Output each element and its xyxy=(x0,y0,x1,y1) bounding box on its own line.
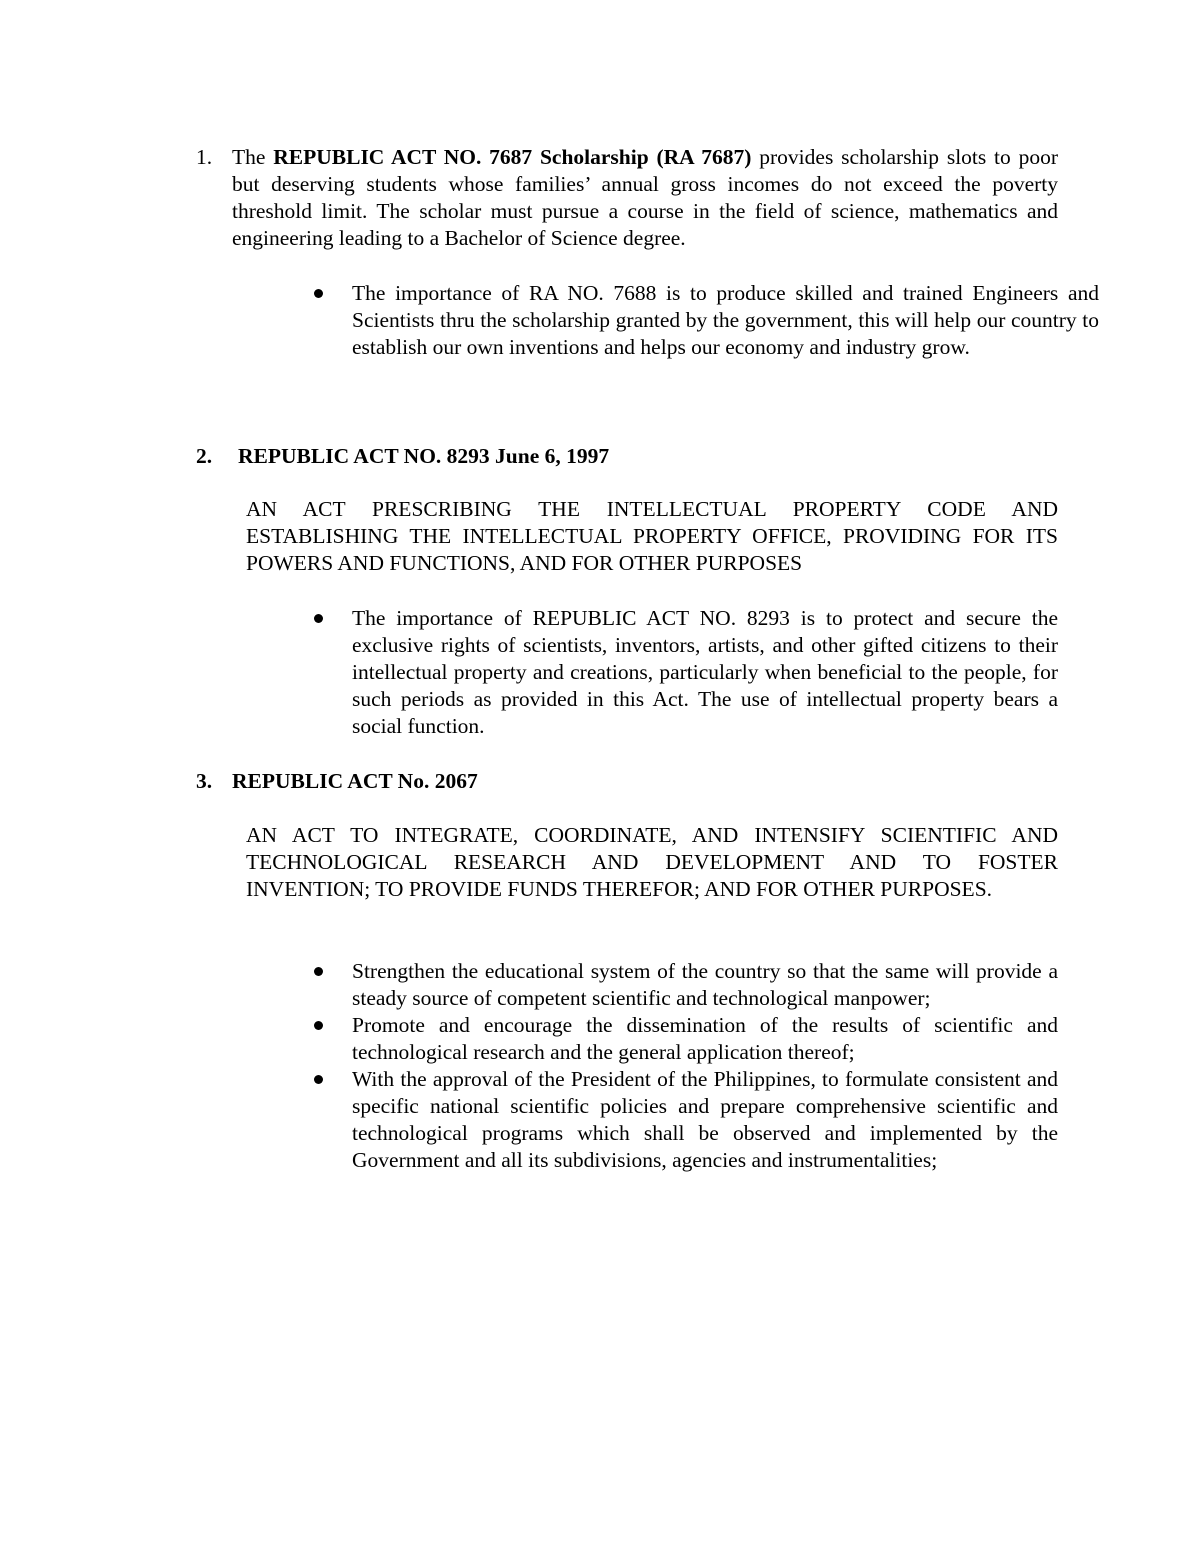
bullet-text: The importance of RA NO. 7688 is to produce skilled and trained Engineers and Scientists thru the scholarship granted by the government, this will help our country to establish our own inventions and helps our economy and industry grow. xyxy=(352,281,1099,359)
act-title: AN ACT PRESCRIBING THE INTELLECTUAL PROPERTY CODE AND ESTABLISHING THE INTELLECTUAL PROPERTY OFFICE, PROVIDING FOR ITS POWERS AND FUNCTIONS, AND FOR OTHER PURPOSES xyxy=(246,497,1058,575)
bullet-text: With the approval of the President of the Philippines, to formulate consistent and specific national scientific policies and prepare comprehensive scientific and technological programs which shall be observed and implemented by the Government and all its subdivisions, agencies and instrumentalities; xyxy=(352,1067,1058,1172)
section-heading: REPUBLIC ACT No. 2067 xyxy=(232,769,478,793)
section-3 xyxy=(196,768,1058,795)
list-item xyxy=(352,605,1058,740)
bullet-text: The importance of REPUBLIC ACT NO. 8293 is to protect and secure the exclusive rights of scientists, inventors, artists, and other gifted citizens to their intellectual property and creations, particularly when beneficial to the people, for such periods as provided in this Act. The use of intellectual property bears a social function. xyxy=(352,606,1058,738)
list-item xyxy=(352,280,1099,361)
list-item xyxy=(352,1012,1058,1066)
bullet-icon xyxy=(314,614,323,623)
intro-lead: The xyxy=(232,145,274,169)
section-2 xyxy=(196,443,1058,470)
act-name-bold: REPUBLIC ACT NO. 7687 Scholarship (RA 7687) xyxy=(273,145,752,169)
section-1 xyxy=(196,144,1058,252)
bullet-icon xyxy=(314,967,323,976)
bullet-text: Promote and encourage the dissemination of the results of scientific and technological research and the general application thereof; xyxy=(352,1013,1058,1064)
act-title: AN ACT TO INTEGRATE, COORDINATE, AND INTENSIFY SCIENTIFIC AND TECHNOLOGICAL RESEARCH AND DEVELOPMENT AND TO FOSTER INVENTION; TO PROVIDE FUNDS THEREFOR; AND FOR OTHER PURPOSES. xyxy=(246,823,1058,901)
list-item xyxy=(352,1066,1058,1174)
bullet-text: Strengthen the educational system of the country so that the same will provide a steady source of competent scientific and technological manpower; xyxy=(352,959,1058,1010)
bullet-list xyxy=(352,605,1058,740)
list-item xyxy=(352,958,1058,1012)
section-heading: REPUBLIC ACT NO. 8293 June 6, 1997 xyxy=(238,444,610,468)
section-number: 2. xyxy=(196,444,213,468)
bullet-icon xyxy=(314,1021,323,1030)
bullet-icon xyxy=(314,289,323,298)
bullet-list xyxy=(352,958,1058,1174)
section-number: 3. xyxy=(196,769,213,793)
section-intro xyxy=(232,144,1058,252)
bullet-list xyxy=(352,280,1099,361)
intro-body: provides scholarship slots to poor but deserving students whose families’ annual gross incomes do not exceed the poverty threshold limit. The scholar must pursue a course in the field of science, mathematics and engineering leading to a Bachelor of Science degree. xyxy=(232,145,1058,250)
bullet-icon xyxy=(314,1075,323,1084)
section-number: 1. xyxy=(196,145,213,169)
